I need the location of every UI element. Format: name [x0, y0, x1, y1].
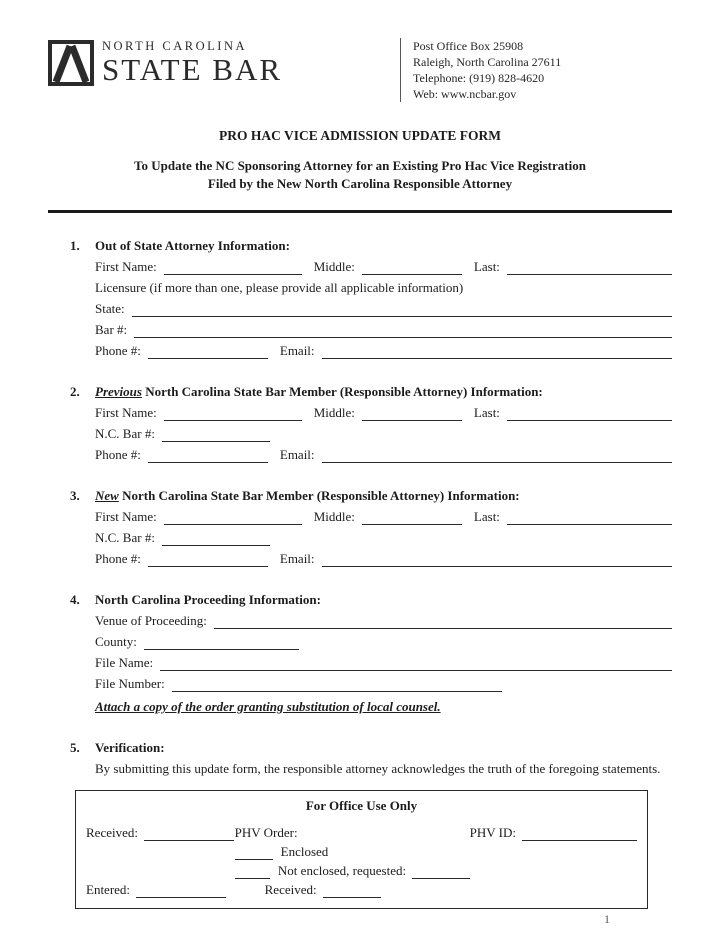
s1-middle-name-field[interactable]	[362, 261, 462, 275]
phone-label: Phone #:	[95, 343, 141, 358]
section-out-of-state-attorney	[48, 238, 672, 359]
not-enclosed-label: Not enclosed, requested:	[277, 863, 407, 878]
s2-first-name-field[interactable]	[164, 407, 302, 421]
section-number: 2.	[70, 384, 80, 399]
middle-name-label: Middle:	[313, 509, 355, 524]
bar-number-label: Bar #:	[95, 322, 128, 337]
entered-label: Entered:	[86, 882, 131, 897]
s3-phone-field[interactable]	[148, 553, 268, 567]
phone-email-row	[95, 447, 672, 463]
middle-name-label: Middle:	[313, 405, 355, 420]
s4-county-field[interactable]	[144, 636, 299, 650]
enclosed-label: Enclosed	[280, 844, 329, 859]
heading-emphasis: New	[95, 488, 119, 503]
s2-last-name-field[interactable]	[507, 407, 672, 421]
name-row	[95, 509, 672, 525]
section-heading	[95, 488, 672, 504]
entered-date-field[interactable]	[136, 885, 226, 898]
s3-email-field[interactable]	[322, 553, 672, 567]
office-left-column	[86, 822, 235, 898]
section-proceeding-information	[48, 592, 672, 715]
title-block	[48, 128, 672, 193]
address-line: Web: www.ncbar.gov	[413, 87, 517, 101]
order-received-label: Received:	[264, 882, 317, 897]
entered-row	[86, 881, 235, 898]
s1-email-field[interactable]	[322, 345, 672, 359]
s1-bar-number-field[interactable]	[134, 324, 672, 338]
s2-nc-bar-field[interactable]	[162, 428, 270, 442]
order-received-date-field[interactable]	[323, 885, 381, 898]
section-heading: Out of State Attorney Information:	[95, 238, 290, 253]
nc-bar-label: N.C. Bar #:	[95, 426, 155, 441]
email-label: Email:	[279, 551, 315, 566]
section-number: 5.	[70, 740, 80, 755]
last-name-label: Last:	[473, 509, 500, 524]
not-enclosed-check-field[interactable]	[235, 866, 270, 879]
nc-bar-row	[95, 426, 672, 442]
enclosed-check-field[interactable]	[235, 847, 273, 860]
form-subtitle-line2: Filed by the New North Carolina Responsible Attorney	[207, 176, 513, 191]
s3-nc-bar-field[interactable]	[162, 532, 270, 546]
phv-order-label: PHV Order:	[234, 825, 298, 840]
s2-middle-name-field[interactable]	[362, 407, 462, 421]
first-name-label: First Name:	[95, 259, 157, 274]
office-use-columns	[86, 822, 637, 898]
section-previous-responsible-attorney	[48, 384, 672, 463]
address-block	[400, 38, 561, 102]
section-heading: North Carolina Proceeding Information:	[95, 592, 321, 607]
section-number: 4.	[70, 592, 80, 607]
phv-id-field[interactable]	[522, 828, 637, 841]
email-label: Email:	[279, 343, 315, 358]
s1-first-name-field[interactable]	[164, 261, 302, 275]
first-name-label: First Name:	[95, 509, 157, 524]
form-title: PRO HAC VICE ADMISSION UPDATE FORM	[219, 128, 501, 143]
file-name-label: File Name:	[95, 655, 154, 670]
received-date-field[interactable]	[144, 828, 234, 841]
address-line: Raleigh, North Carolina 27611	[413, 55, 562, 69]
middle-name-label: Middle:	[313, 259, 355, 274]
s4-venue-field[interactable]	[214, 615, 672, 629]
licensure-note: Licensure (if more than one, please provide all applicable information)	[95, 280, 464, 295]
venue-row	[95, 613, 672, 629]
bar-number-row	[95, 322, 672, 338]
section-number: 3.	[70, 488, 80, 503]
nc-bar-label: N.C. Bar #:	[95, 530, 155, 545]
state-row	[95, 301, 672, 317]
s4-file-name-field[interactable]	[160, 657, 672, 671]
s4-file-number-field[interactable]	[172, 678, 502, 692]
s3-first-name-field[interactable]	[164, 511, 302, 525]
name-row	[95, 259, 672, 275]
received-row	[86, 824, 235, 841]
not-enclosed-row	[235, 862, 470, 879]
office-use-title: For Office Use Only	[305, 798, 418, 813]
brand-logo	[48, 38, 400, 87]
s2-phone-field[interactable]	[148, 449, 268, 463]
heading-emphasis: Previous	[95, 384, 142, 399]
nc-state-bar-column-icon	[48, 40, 94, 86]
venue-label: Venue of Proceeding:	[95, 613, 207, 628]
received-label: Received:	[86, 825, 138, 840]
file-number-label: File Number:	[95, 676, 165, 691]
s1-phone-field[interactable]	[148, 345, 268, 359]
address-line: Post Office Box 25908	[413, 39, 524, 53]
file-name-row	[95, 655, 672, 671]
county-label: County:	[95, 634, 137, 649]
section-heading: Verification:	[95, 740, 165, 755]
heading-rest: North Carolina State Bar Member (Responsible Attorney) Information:	[141, 384, 543, 399]
s1-last-name-field[interactable]	[507, 261, 672, 275]
s3-middle-name-field[interactable]	[362, 511, 462, 525]
state-label: State:	[95, 301, 125, 316]
phv-order-row	[235, 824, 470, 841]
first-name-label: First Name:	[95, 405, 157, 420]
phv-id-row	[470, 824, 637, 841]
phone-label: Phone #:	[95, 551, 141, 566]
order-received-row	[265, 881, 470, 898]
heading-rest: North Carolina State Bar Member (Responsible Attorney) Information:	[118, 488, 520, 503]
phone-label: Phone #:	[95, 447, 141, 462]
file-number-row	[95, 676, 672, 692]
address-line: Telephone: (919) 828-4620	[413, 71, 545, 85]
brand-line1: NORTH CAROLINA	[102, 39, 248, 53]
phv-id-label: PHV ID:	[469, 825, 516, 840]
form-subtitle-line1: To Update the NC Sponsoring Attorney for an Existing Pro Hac Vice Registration	[134, 158, 586, 173]
enclosed-row	[235, 843, 470, 860]
verification-text: By submitting this update form, the responsible attorney acknowledges the truth of the foregoing statements.	[95, 761, 661, 776]
brand-line2: STATE BAR	[102, 52, 283, 87]
s3-last-name-field[interactable]	[507, 511, 672, 525]
header	[48, 38, 672, 102]
office-right-column	[470, 822, 637, 898]
last-name-label: Last:	[473, 259, 500, 274]
section-heading	[95, 384, 672, 400]
name-row	[95, 405, 672, 421]
attach-order-note: Attach a copy of the order granting substitution of local counsel.	[95, 699, 441, 714]
section-verification	[48, 740, 672, 778]
nc-bar-row	[95, 530, 672, 546]
phone-email-row	[95, 551, 672, 567]
s2-email-field[interactable]	[322, 449, 672, 463]
page-number: 1	[604, 912, 610, 926]
last-name-label: Last:	[473, 405, 500, 420]
phone-email-row	[95, 343, 672, 359]
county-row	[95, 634, 672, 650]
requested-date-field[interactable]	[412, 866, 470, 879]
divider-rule	[48, 210, 672, 213]
section-new-responsible-attorney	[48, 488, 672, 567]
office-use-box	[75, 790, 648, 909]
email-label: Email:	[279, 447, 315, 462]
brand-wordmark	[102, 38, 282, 87]
office-middle-column	[235, 822, 470, 898]
section-number: 1.	[70, 238, 80, 253]
s1-state-field[interactable]	[132, 303, 672, 317]
